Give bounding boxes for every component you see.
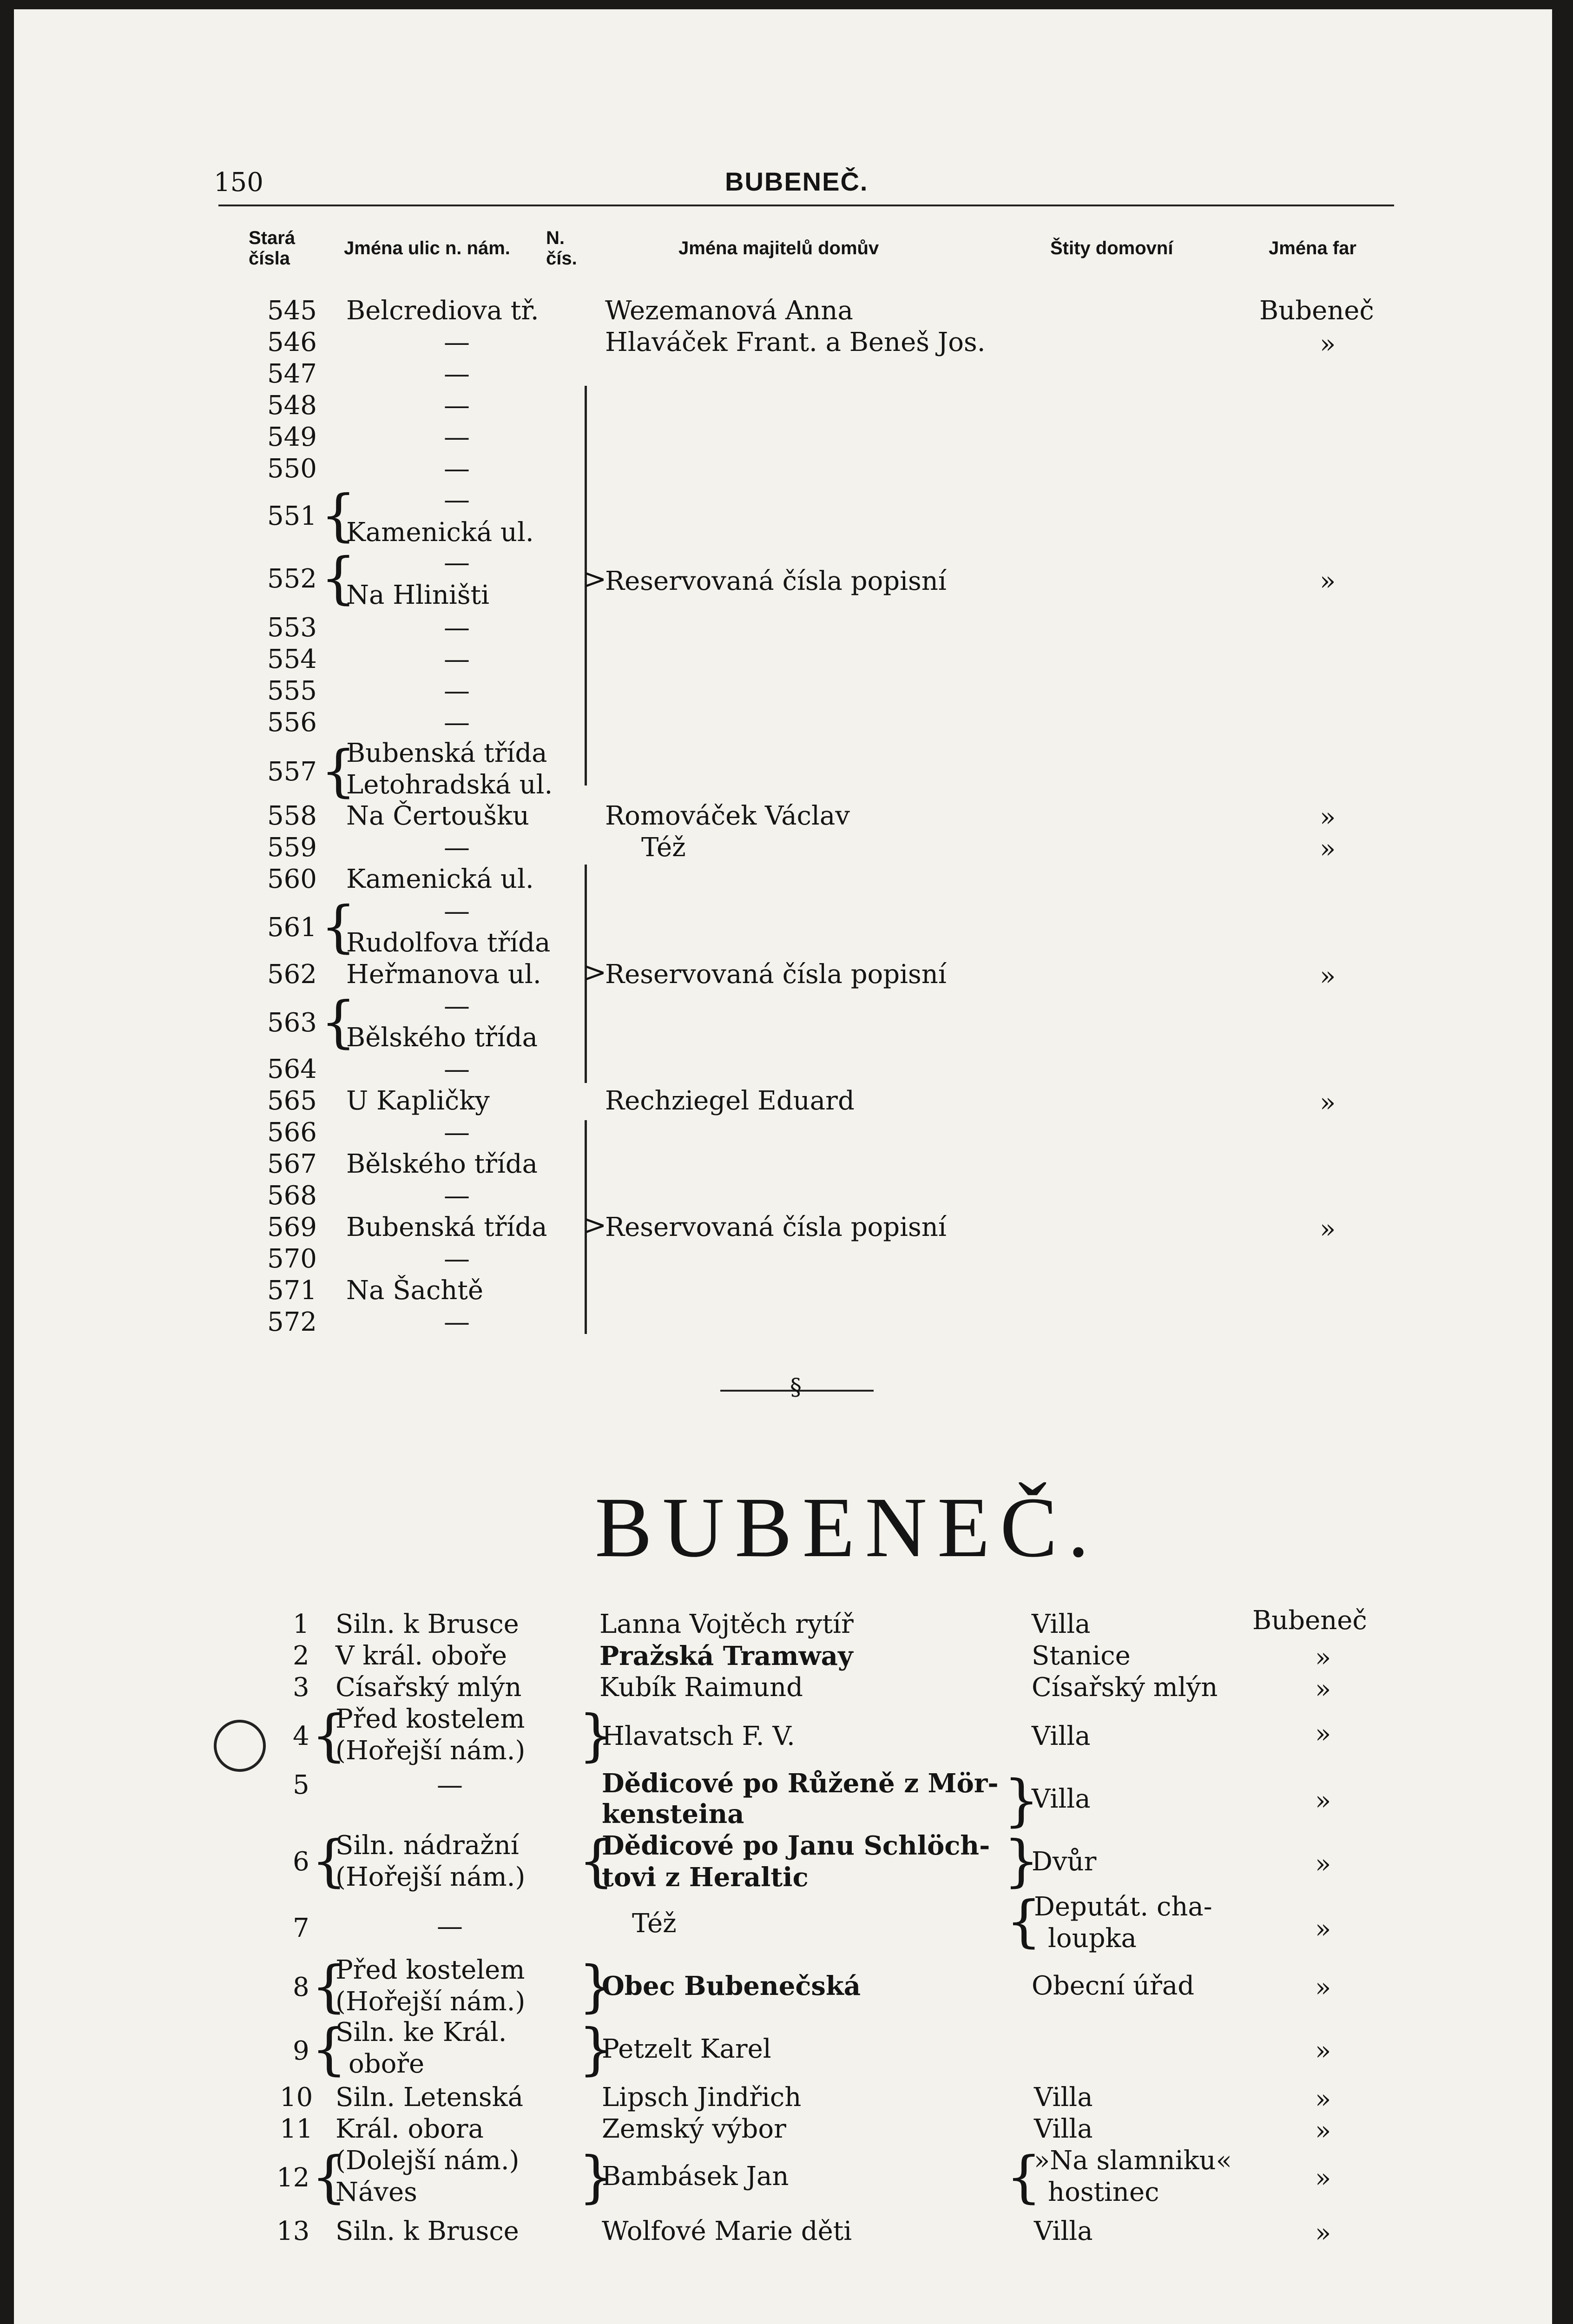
row-num: 567 bbox=[267, 1149, 317, 1179]
row-sign: Villa bbox=[1032, 1784, 1091, 1814]
row-num: 550 bbox=[267, 454, 317, 484]
row-num: 558 bbox=[267, 801, 317, 831]
row-street: — bbox=[444, 676, 470, 706]
row-parish: » bbox=[1320, 1088, 1336, 1118]
row-num: 553 bbox=[267, 613, 317, 643]
row-num: 566 bbox=[267, 1117, 317, 1148]
row-owner: Wolfové Marie děti bbox=[602, 2216, 852, 2246]
row-parish: » bbox=[1315, 1973, 1331, 2003]
row-owner: Lanna Vojtěch rytíř bbox=[599, 1609, 854, 1639]
row-num: 562 bbox=[267, 959, 317, 990]
page-number: 150 bbox=[214, 167, 263, 198]
row-street: Na Šachtě bbox=[346, 1275, 484, 1306]
row-parish: » bbox=[1315, 1849, 1331, 1879]
col-street: Jména ulic n. nám. bbox=[344, 238, 510, 258]
row-street-a: — bbox=[444, 896, 470, 926]
row-street-a: Před kostelem bbox=[336, 1704, 525, 1734]
row-parish: » bbox=[1315, 2084, 1331, 2114]
row-parish: » bbox=[1320, 834, 1336, 864]
row-owner: Hlaváček Frant. a Beneš Jos. bbox=[605, 327, 986, 357]
row-owner: Wezemanová Anna bbox=[605, 296, 853, 326]
row-owner-b: tovi z Heraltic bbox=[602, 1862, 809, 1893]
header-rule bbox=[218, 205, 1394, 206]
row-num: 13 bbox=[276, 2216, 310, 2246]
row-sign: Villa bbox=[1034, 2082, 1093, 2113]
row-num: 10 bbox=[280, 2082, 313, 2113]
row-street: Bubenská třída bbox=[346, 1212, 547, 1242]
row-street-a: Siln. nádražní bbox=[336, 1830, 519, 1861]
row-num: 548 bbox=[267, 390, 317, 421]
section-title: BUBENEČ. bbox=[595, 1480, 1099, 1575]
row-owner-a: Dědicové po Růženě z Mör- bbox=[602, 1768, 999, 1799]
row-num: 6 bbox=[293, 1847, 309, 1877]
row-street-b: Bělského třída bbox=[346, 1023, 538, 1053]
row-num: 7 bbox=[293, 1913, 309, 1943]
row-num: 11 bbox=[280, 2114, 313, 2144]
row-parish: » bbox=[1315, 1674, 1331, 1704]
row-parish: » bbox=[1320, 329, 1336, 359]
row-street: Siln. k Brusce bbox=[336, 2216, 519, 2246]
ornament-icon: § bbox=[790, 1373, 802, 1400]
row-num: 5 bbox=[293, 1770, 309, 1800]
row-sign-a: Deputát. cha- bbox=[1034, 1892, 1212, 1922]
row-owner-b: kensteina bbox=[602, 1799, 744, 1829]
row-owner: Bambásek Jan bbox=[602, 2161, 789, 2192]
circle-mark-icon bbox=[214, 1720, 266, 1772]
brace-icon: { bbox=[321, 483, 356, 548]
running-title: BUBENEČ. bbox=[725, 167, 869, 196]
brace-icon: } bbox=[579, 2017, 614, 2082]
row-owner: Též bbox=[641, 832, 686, 863]
row-num: 551 bbox=[267, 501, 317, 531]
row-owner: Hlavatsch F. V. bbox=[602, 1721, 795, 1751]
row-street: — bbox=[437, 1911, 463, 1941]
row-street: Kamenická ul. bbox=[346, 864, 534, 894]
row-sign: Villa bbox=[1034, 2216, 1093, 2246]
row-owner: Rechziegel Eduard bbox=[605, 1086, 855, 1116]
brace-icon: { bbox=[321, 895, 356, 959]
row-num: 1 bbox=[293, 1609, 309, 1639]
row-street: — bbox=[444, 707, 470, 738]
row-num: 564 bbox=[267, 1054, 317, 1084]
row-street-b: Rudolfova třída bbox=[346, 928, 551, 958]
brace-icon: { bbox=[321, 990, 356, 1055]
row-sign: Villa bbox=[1032, 1609, 1091, 1639]
row-parish: » bbox=[1315, 1786, 1331, 1816]
row-street-b: (Hořejší nám.) bbox=[336, 1987, 526, 2017]
row-parish: » bbox=[1320, 961, 1336, 991]
row-sign: Císařský mlýn bbox=[1032, 1672, 1218, 1703]
row-street-b: Náves bbox=[336, 2177, 417, 2207]
row-street-a: Před kostelem bbox=[336, 1955, 525, 1985]
brace-icon: { bbox=[579, 1829, 614, 1894]
row-street: Císařský mlýn bbox=[336, 1672, 522, 1703]
row-num: 549 bbox=[267, 422, 317, 452]
row-parish: Bubeneč bbox=[1252, 1605, 1367, 1636]
row-street: Na Čertoušku bbox=[346, 801, 529, 831]
col-old-number: Stará čísla bbox=[249, 228, 296, 269]
row-street-b: (Hořejší nám.) bbox=[336, 1736, 526, 1766]
brace-icon: } bbox=[1004, 1769, 1040, 1833]
row-num: 560 bbox=[267, 864, 317, 894]
row-street: — bbox=[444, 1054, 470, 1084]
row-num: 559 bbox=[267, 832, 317, 863]
col-signs: Štity domovní bbox=[1050, 238, 1173, 258]
row-street: — bbox=[444, 832, 470, 863]
row-owner: Lipsch Jindřich bbox=[602, 2082, 802, 2113]
row-num: 571 bbox=[267, 1275, 317, 1306]
brace-icon: { bbox=[311, 2017, 347, 2082]
row-street-a: — bbox=[444, 548, 470, 578]
row-street-a: — bbox=[444, 991, 470, 1021]
row-street: — bbox=[444, 454, 470, 484]
row-num: 556 bbox=[267, 707, 317, 738]
col-number: N. čís. bbox=[546, 228, 577, 269]
row-num: 572 bbox=[267, 1307, 317, 1337]
brace-icon: { bbox=[1006, 2145, 1042, 2210]
row-num: 569 bbox=[267, 1212, 317, 1242]
row-owner: Pražská Tramway bbox=[599, 1641, 853, 1671]
row-num: 12 bbox=[276, 2163, 310, 2193]
row-sign-b: hostinec bbox=[1048, 2177, 1159, 2207]
row-num: 545 bbox=[267, 296, 317, 326]
row-num: 557 bbox=[267, 757, 317, 787]
row-street: Siln. k Brusce bbox=[336, 1609, 519, 1639]
reserved-label: Reservovaná čísla popisní bbox=[605, 1212, 947, 1242]
row-sign: Obecní úřad bbox=[1032, 1971, 1195, 2001]
row-street: Siln. Letenská bbox=[336, 2082, 523, 2113]
brace-icon: { bbox=[321, 739, 356, 804]
row-num: 565 bbox=[267, 1086, 317, 1116]
row-sign-b: loupka bbox=[1048, 1923, 1137, 1954]
reserved-label: Reservovaná čísla popisní bbox=[605, 959, 947, 990]
row-num: 555 bbox=[267, 676, 317, 706]
row-parish: » bbox=[1320, 566, 1336, 596]
row-street-b: oboře bbox=[349, 2049, 425, 2079]
row-owner-a: Dědicové po Janu Schlöch- bbox=[602, 1830, 990, 1861]
row-num: 554 bbox=[267, 644, 317, 674]
row-street-a: Siln. ke Král. bbox=[336, 2017, 507, 2047]
row-owner: Zemský výbor bbox=[602, 2114, 786, 2144]
row-parish: » bbox=[1315, 1719, 1331, 1749]
row-street-a: (Dolejší nám.) bbox=[336, 2146, 520, 2176]
brace-icon: } bbox=[579, 1703, 614, 1768]
row-parish: » bbox=[1320, 802, 1336, 832]
row-parish: » bbox=[1315, 2163, 1331, 2193]
row-owner: Romováček Václav bbox=[605, 801, 850, 831]
brace-icon: { bbox=[311, 2145, 347, 2210]
brace-icon: } bbox=[579, 2145, 614, 2210]
row-street-b: Na Hliništi bbox=[346, 580, 489, 610]
row-street: — bbox=[437, 1770, 463, 1800]
row-street: — bbox=[444, 644, 470, 674]
row-street: V král. oboře bbox=[336, 1641, 507, 1671]
row-num: 561 bbox=[267, 912, 317, 943]
row-parish: » bbox=[1315, 1643, 1331, 1673]
row-sign-a: »Na slamniku« bbox=[1034, 2146, 1232, 2176]
row-street: — bbox=[444, 390, 470, 421]
row-owner: Kubík Raimund bbox=[599, 1672, 803, 1703]
row-street: Král. obora bbox=[336, 2114, 484, 2144]
row-num: 9 bbox=[293, 2036, 309, 2066]
brace-icon: { bbox=[311, 1954, 347, 2019]
row-sign: Villa bbox=[1034, 2114, 1093, 2144]
row-street: — bbox=[444, 1244, 470, 1274]
row-owner: Petzelt Karel bbox=[602, 2034, 771, 2064]
row-street-b: Letohradská ul. bbox=[346, 770, 553, 800]
row-street: Heřmanova ul. bbox=[346, 959, 541, 990]
row-num: 552 bbox=[267, 564, 317, 594]
row-parish: Bubeneč bbox=[1259, 296, 1374, 326]
row-street: Bělského třída bbox=[346, 1149, 538, 1179]
row-street: Belcrediova tř. bbox=[346, 296, 539, 326]
col-owner: Jména majitelů domův bbox=[678, 238, 879, 258]
row-street: — bbox=[444, 1181, 470, 1211]
brace-point-icon: > bbox=[583, 563, 607, 595]
row-owner: Obec Bubenečská bbox=[602, 1971, 861, 2001]
row-street-b: (Hořejší nám.) bbox=[336, 1862, 526, 1892]
row-street-a: Bubenská třída bbox=[346, 738, 547, 768]
row-parish: » bbox=[1315, 2218, 1331, 2248]
row-num: 570 bbox=[267, 1244, 317, 1274]
row-num: 568 bbox=[267, 1181, 317, 1211]
row-num: 563 bbox=[267, 1008, 317, 1038]
row-num: 2 bbox=[293, 1641, 309, 1671]
row-sign: Villa bbox=[1032, 1721, 1091, 1751]
row-street: — bbox=[444, 422, 470, 452]
col-parish: Jména far bbox=[1269, 238, 1356, 258]
row-parish: » bbox=[1315, 2036, 1331, 2066]
row-street: — bbox=[444, 1307, 470, 1337]
row-street-b: Kamenická ul. bbox=[346, 517, 534, 548]
page bbox=[14, 9, 1552, 2324]
row-num: 546 bbox=[267, 327, 317, 357]
brace-icon: { bbox=[311, 1703, 347, 1768]
row-street: — bbox=[444, 359, 470, 389]
row-street-a: — bbox=[444, 485, 470, 515]
row-street: — bbox=[444, 613, 470, 643]
row-sign: Stanice bbox=[1032, 1641, 1131, 1671]
row-parish: » bbox=[1320, 1214, 1336, 1244]
row-num: 8 bbox=[293, 1972, 309, 2002]
row-num: 3 bbox=[293, 1672, 309, 1703]
brace-icon: { bbox=[311, 1829, 347, 1894]
row-street: U Kapličky bbox=[346, 1086, 490, 1116]
row-sign: Dvůr bbox=[1032, 1847, 1097, 1877]
brace-icon: } bbox=[1004, 1829, 1040, 1894]
row-owner: Též bbox=[632, 1908, 677, 1939]
reserved-label: Reservovaná čísla popisní bbox=[605, 566, 947, 596]
row-parish: » bbox=[1315, 2116, 1331, 2146]
brace-icon: { bbox=[321, 546, 356, 611]
row-street: — bbox=[444, 327, 470, 357]
row-num: 547 bbox=[267, 359, 317, 389]
brace-point-icon: > bbox=[583, 1209, 607, 1241]
brace-icon: { bbox=[1006, 1889, 1042, 1954]
row-street: — bbox=[444, 1117, 470, 1148]
row-num: 4 bbox=[293, 1721, 309, 1751]
brace-icon: } bbox=[579, 1954, 614, 2019]
row-parish: » bbox=[1315, 1914, 1331, 1944]
brace-point-icon: > bbox=[583, 956, 607, 989]
